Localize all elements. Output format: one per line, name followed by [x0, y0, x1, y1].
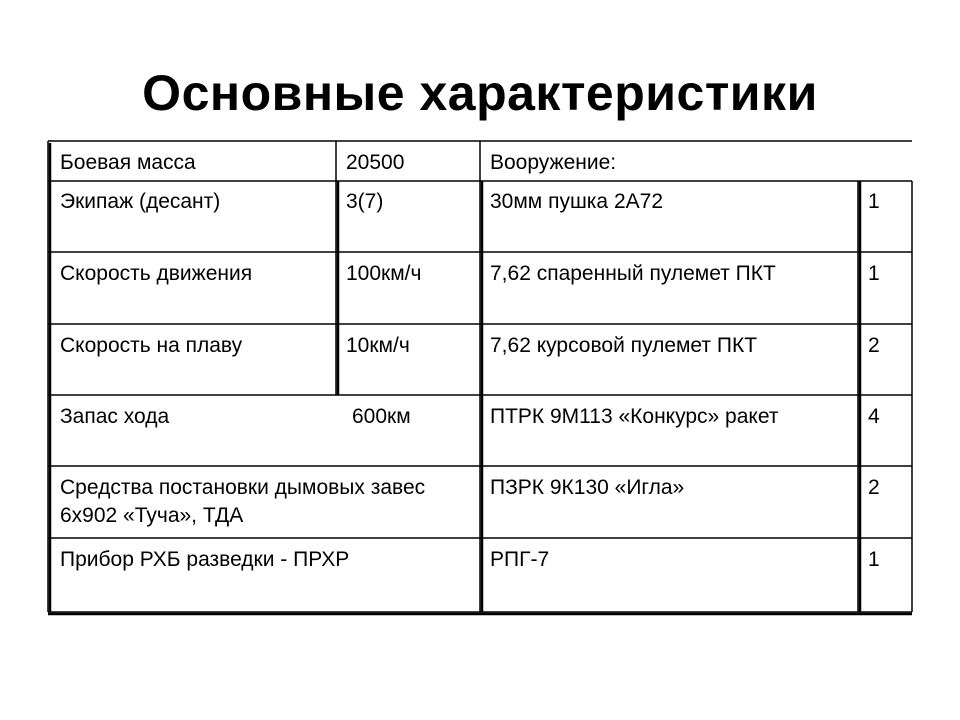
value-crew: 3(7)	[346, 190, 384, 213]
label-swim-speed: Скорость на плаву	[60, 334, 243, 357]
armament-item-qty: 1	[868, 190, 880, 213]
value-swim-speed: 10км/ч	[346, 334, 410, 357]
armament-item-name: 7,62 спаренный пулемет ПКТ	[490, 262, 776, 285]
label-combat-mass: Боевая масса	[60, 151, 196, 174]
value-combat-mass: 20500	[346, 151, 405, 174]
value-range: 600км	[352, 405, 411, 428]
label-speed: Скорость движения	[60, 262, 253, 285]
armament-item-name: РПГ-7	[490, 548, 550, 571]
slide-title: Основные характеристики	[142, 65, 818, 121]
armament-item-qty: 1	[868, 548, 880, 571]
armament-item-name: ПТРК 9М113 «Конкурс» ракет	[490, 405, 779, 428]
armament-item-name: 30мм пушка 2А72	[490, 190, 663, 213]
armament-item-qty: 4	[868, 405, 880, 428]
armament-item-qty: 1	[868, 262, 880, 285]
armament-item-qty: 2	[868, 476, 880, 499]
armament-header: Вооружение:	[490, 151, 617, 174]
label-range: Запас хода	[60, 405, 170, 428]
label-rkhb: Прибор РХБ разведки - ПРХР	[60, 548, 350, 571]
label-smoke: Средства постановки дымовых завес 6х902 «Туча», ТДА	[60, 476, 426, 527]
armament-item-name: 7,62 курсовой пулемет ПКТ	[490, 334, 758, 357]
value-speed: 100км/ч	[346, 262, 422, 285]
armament-item-qty: 2	[868, 334, 880, 357]
label-crew: Экипаж (десант)	[60, 190, 221, 213]
armament-item-name: ПЗРК 9К130 «Игла»	[490, 476, 685, 499]
